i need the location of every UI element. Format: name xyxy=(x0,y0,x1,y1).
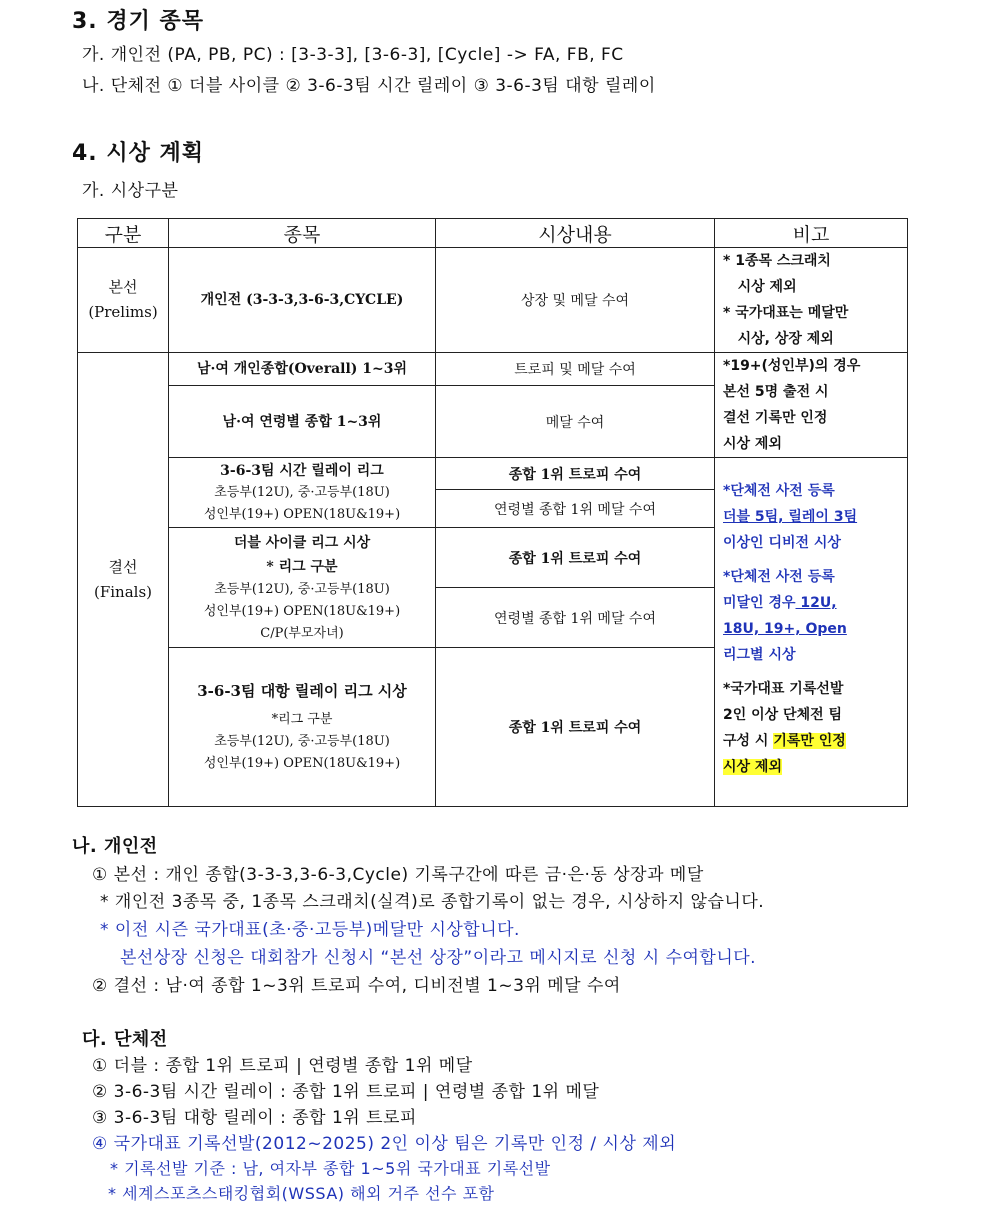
individual-line-1: ① 본선 : 개인 종합(3-3-3,3-6-3,Cycle) 기록구간에 따른 금·은·동 상장과 메달 xyxy=(92,865,704,885)
age-event: 남·여 연령별 종합 1~3위 xyxy=(169,386,436,458)
prelims-award: 상장 및 메달 수여 xyxy=(436,248,715,353)
header-category: 구분 xyxy=(78,219,169,248)
finals-label: 결선 (Finals) xyxy=(78,353,169,807)
individual-line-5: ② 결선 : 남·여 종합 1~3위 트로피 수여, 디비전별 1~3위 메달 수여 xyxy=(92,976,621,996)
time-relay-event: 3-6-3팀 시간 릴레이 리그 초등부(12U), 중·고등부(18U) 성인부(19+) OPEN(18U&19+) xyxy=(169,458,436,528)
section3-line-a: 가. 개인전 (PA, PB, PC) : [3-3-3], [3-6-3], [Cycle] -> FA, FB, FC xyxy=(82,45,624,65)
table-row-prelims xyxy=(78,248,908,353)
award-table xyxy=(77,218,908,807)
individual-line-3: * 이전 시즌 국가대표(초·중·고등부)메달만 시상합니다. xyxy=(100,920,520,940)
team-relay-event: 3-6-3팀 대항 릴레이 리그 시상 *리그 구분 초등부(12U), 중·고등부(18U) 성인부(19+) OPEN(18U&19+) xyxy=(169,648,436,807)
finals-note-team: *단체전 사전 등록 더블 5팀, 릴레이 3팀 이상인 디비전 시상 *단체전 사전 등록 미달인 경우 12U, 18U, 19+, Open 리그별 시상 *국가대표 기록선발 2인 이상 단체전 팀 구성 시 기록만 인정 시상 제외 xyxy=(715,458,908,807)
section3-title: 3. 경기 종목 xyxy=(72,9,204,34)
double-award-1: 종합 1위 트로피 수여 xyxy=(436,528,715,588)
time-relay-award-2: 연령별 종합 1위 메달 수여 xyxy=(436,490,715,528)
header-note: 비고 xyxy=(715,219,908,248)
individual-line-2: * 개인전 3종목 중, 1종목 스크래치(실격)로 종합기록이 없는 경우, 시상하지 않습니다. xyxy=(100,892,765,912)
team-relay-award: 종합 1위 트로피 수여 xyxy=(436,648,715,807)
double-event: 더블 사이클 리그 시상 * 리그 구분 초등부(12U), 중·고등부(18U) 성인부(19+) OPEN(18U&19+) C/P(부모자녀) xyxy=(169,528,436,648)
prelims-event: 개인전 (3-3-3,3-6-3,CYCLE) xyxy=(169,248,436,353)
individual-line-4: 본선상장 신청은 대회참가 신청시 “본선 상장”이라고 메시지로 신청 시 수여합니다. xyxy=(120,948,757,968)
prelims-note: * 1종목 스크래치 시상 제외 * 국가대표는 메달만 시상, 상장 제외 xyxy=(715,248,908,353)
team-line-2: ② 3-6-3팀 시간 릴레이 : 종합 1위 트로피 | 연령별 종합 1위 메달 xyxy=(92,1082,600,1102)
team-line-5: * 기록선발 기준 : 남, 여자부 종합 1~5위 국가대표 기록선발 xyxy=(110,1159,551,1178)
prelims-label: 본선 (Prelims) xyxy=(78,248,169,353)
table-header-row xyxy=(78,219,908,248)
overall-award: 트로피 및 메달 수여 xyxy=(436,353,715,386)
overall-event: 남·여 개인종합(Overall) 1~3위 xyxy=(169,353,436,386)
team-line-4: ④ 국가대표 기록선발(2012~2025) 2인 이상 팀은 기록만 인정 / 시상 제외 xyxy=(92,1134,677,1154)
time-relay-award-1: 종합 1위 트로피 수여 xyxy=(436,458,715,490)
age-award: 메달 수여 xyxy=(436,386,715,458)
header-event: 종목 xyxy=(169,219,436,248)
section4-subtitle: 가. 시상구분 xyxy=(82,181,179,201)
team-line-1: ① 더블 : 종합 1위 트로피 | 연령별 종합 1위 메달 xyxy=(92,1056,473,1076)
individual-title: 나. 개인전 xyxy=(72,836,158,857)
finals-note-19plus: *19+(성인부)의 경우 본선 5명 출전 시 결선 기록만 인정 시상 제외 xyxy=(715,353,908,458)
table-row-time-relay-1 xyxy=(78,458,908,490)
table-row-overall xyxy=(78,353,908,386)
section4-title: 4. 시상 계획 xyxy=(72,141,204,166)
header-award: 시상내용 xyxy=(436,219,715,248)
team-line-6: * 세계스포츠스태킹협회(WSSA) 해외 거주 선수 포함 xyxy=(108,1184,495,1203)
section3-line-b: 나. 단체전 ① 더블 사이클 ② 3-6-3팀 시간 릴레이 ③ 3-6-3팀 대항 릴레이 xyxy=(82,76,656,96)
team-line-3: ③ 3-6-3팀 대항 릴레이 : 종합 1위 트로피 xyxy=(92,1108,417,1128)
team-title: 다. 단체전 xyxy=(82,1029,168,1050)
double-award-2: 연령별 종합 1위 메달 수여 xyxy=(436,588,715,648)
